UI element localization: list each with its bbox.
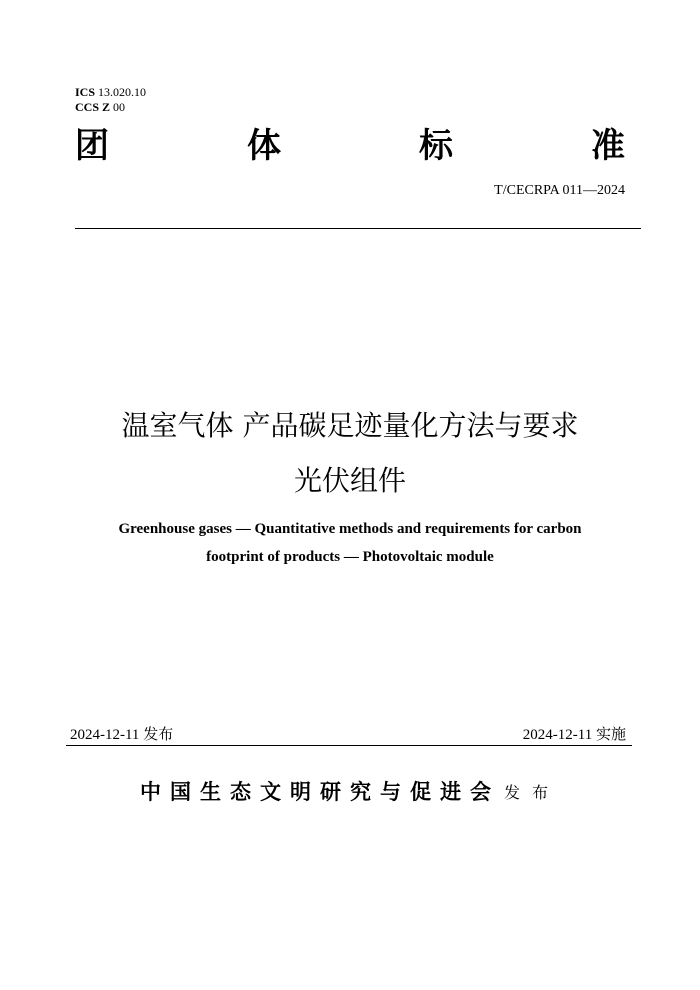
- chinese-title-line-2: 光伏组件: [293, 464, 406, 497]
- ccs-prefix: CCS Z: [75, 100, 111, 114]
- group-standard-char-3: 标: [419, 126, 453, 166]
- standard-number: T/CECRPA 011—2024: [494, 183, 625, 198]
- group-standard-char-2: 体: [247, 126, 281, 166]
- english-title-line-2: footprint of products — Photovoltaic module: [206, 549, 494, 565]
- ics-prefix: ICS: [75, 85, 96, 99]
- ics-code: [75, 85, 146, 99]
- group-standard-heading: [75, 124, 625, 168]
- group-standard-char-4: 准: [591, 126, 625, 166]
- publish-date-block: [70, 724, 173, 745]
- ics-number: 13.020.10: [95, 85, 147, 99]
- english-title-line-1: Greenhouse gases — Quantitative methods and requirements for carbon: [118, 521, 582, 537]
- group-standard-char-1: 团: [75, 126, 109, 166]
- implement-label: 实施: [595, 725, 626, 743]
- issuer-action: 发布: [504, 782, 561, 802]
- implement-date: 2024-12-11: [522, 727, 593, 743]
- publish-label: 发布: [143, 725, 174, 743]
- implement-date-block: [523, 724, 626, 745]
- publish-date: 2024-12-11: [70, 727, 140, 743]
- issuer-line: [140, 776, 560, 806]
- top-divider: [75, 228, 641, 229]
- ccs-number: 00: [110, 100, 126, 114]
- issuer-organization: 中国生态文明研究与促进会: [140, 779, 500, 804]
- ccs-code: [75, 100, 125, 114]
- bottom-divider: [66, 745, 632, 746]
- chinese-title-line-1: 温室气体 产品碳足迹量化方法与要求: [121, 409, 579, 442]
